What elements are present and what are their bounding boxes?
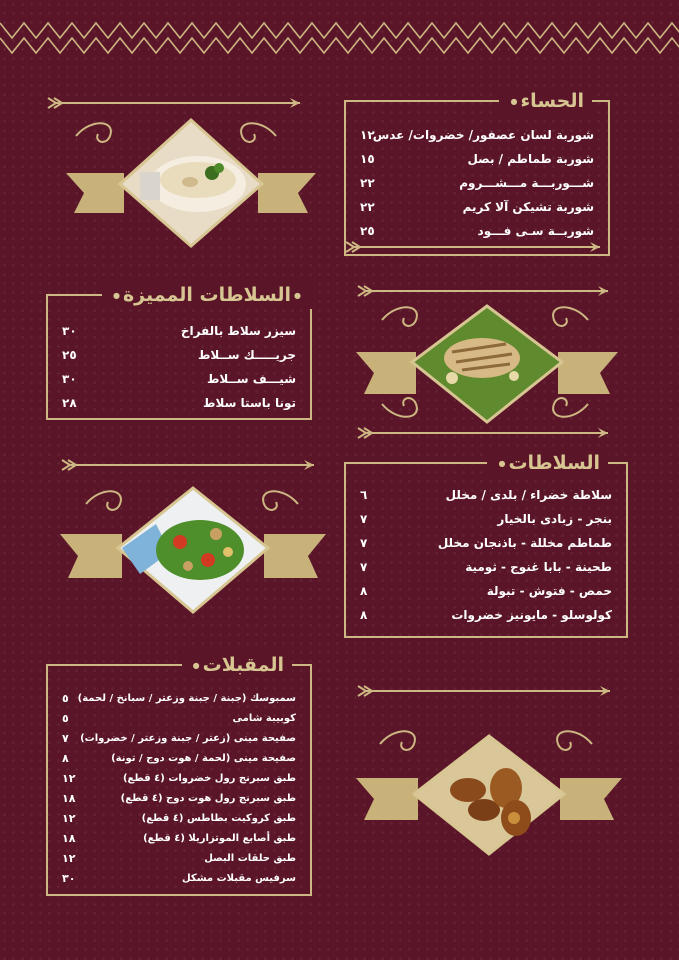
list-item xyxy=(48,848,310,870)
item-name: شوربــة سـى فـــود xyxy=(477,224,594,238)
item-price: ٣٠ xyxy=(62,372,77,386)
list-item xyxy=(346,124,608,146)
list-item xyxy=(48,368,310,390)
list-item xyxy=(346,532,626,554)
dot-ornament: ● xyxy=(294,290,301,300)
item-price: ٢٢ xyxy=(360,200,375,214)
list-item xyxy=(48,708,310,730)
section-title xyxy=(487,450,608,477)
list-item xyxy=(48,728,310,750)
salads-title: السلاطات xyxy=(508,452,600,474)
item-price: ٧ xyxy=(62,732,69,745)
section-title xyxy=(102,282,312,309)
item-name: طبق سبرنج رول خضروات (٤ قطع) xyxy=(122,773,296,784)
appetizers-section xyxy=(46,654,312,896)
list-item xyxy=(346,508,626,530)
list-item xyxy=(346,172,608,194)
item-price: ٣٠ xyxy=(62,324,77,338)
item-price: ٥ xyxy=(62,692,69,705)
item-name: شوربة تشيكن آلا كريم xyxy=(462,200,594,214)
item-name: سمبوسك (جبنة / جبنة وزعتر / سبانخ / لحمة) xyxy=(77,693,296,704)
flourish-ornament xyxy=(372,396,598,424)
section-title xyxy=(499,88,592,115)
list-item xyxy=(346,148,608,170)
soup-photo xyxy=(66,118,316,248)
salads-section xyxy=(344,452,628,638)
list-item xyxy=(48,828,310,850)
item-name: شيـــف ســلاط xyxy=(206,372,296,386)
arrow-divider xyxy=(46,96,310,110)
item-name: طبق حلقات البصل xyxy=(204,853,296,864)
item-price: ٨ xyxy=(360,608,368,622)
item-name: شـــوربـــة مـــشـــروم xyxy=(459,176,594,190)
item-price: ١٥ xyxy=(360,152,375,166)
item-name: طماطم مخللة - باذنجان مخلل xyxy=(437,536,612,550)
list-item xyxy=(346,556,626,578)
list-item xyxy=(48,748,310,770)
item-name: سلاطة خضراء / بلدى / مخلل xyxy=(445,488,612,502)
dot-ornament: ● xyxy=(192,660,200,670)
arrow-divider xyxy=(356,426,618,440)
dot-ornament: ● xyxy=(112,290,120,300)
item-price: ٢٥ xyxy=(62,348,77,362)
item-name: سيزر سلاط بالفراخ xyxy=(180,324,296,338)
list-item xyxy=(48,344,310,366)
arrow-divider xyxy=(356,684,620,698)
item-price: ٢٥ xyxy=(360,224,375,238)
list-item xyxy=(346,580,626,602)
item-price: ٥ xyxy=(62,712,69,725)
list-item xyxy=(346,604,626,626)
item-name: طبق سبرنج رول هوت دوج (٤ قطع) xyxy=(120,793,296,804)
list-item xyxy=(48,808,310,830)
item-name: صفيحة مينى (زعتر / جبنة وزعتر / خضروات) xyxy=(80,733,296,744)
item-name: شوربة طماطم / بصل xyxy=(467,152,594,166)
item-price: ٢٢ xyxy=(360,176,375,190)
item-name: طبق كروكيت بطاطس (٤ قطع) xyxy=(141,813,296,824)
list-item xyxy=(346,220,608,242)
item-price: ١٢ xyxy=(360,128,375,142)
item-name: سرفيس مقبلات مشكل xyxy=(181,873,296,884)
arrow-divider xyxy=(356,284,618,298)
appetizers-title: المقبلات xyxy=(202,654,284,676)
fattoush-salad-photo xyxy=(60,486,326,616)
item-price: ٨ xyxy=(62,752,69,765)
section-title xyxy=(182,652,292,679)
list-item xyxy=(346,196,608,218)
kibbeh-photo xyxy=(356,734,622,858)
soups-section xyxy=(344,90,610,256)
item-price: ١٨ xyxy=(62,792,76,805)
item-name: كولوسلو - مايونيز خضروات xyxy=(451,608,612,622)
item-name: جريـــــك ســلاط xyxy=(197,348,296,362)
list-item xyxy=(48,392,310,414)
item-price: ١٢ xyxy=(62,852,76,865)
item-price: ١٨ xyxy=(62,832,76,845)
item-name: طبق أصابع الموتزاريلا (٤ قطع) xyxy=(143,833,296,844)
item-price: ٣٠ xyxy=(62,872,76,885)
signature-salads-section xyxy=(46,284,312,420)
list-item xyxy=(48,788,310,810)
item-price: ٢٨ xyxy=(62,396,77,410)
item-name: صفيحة مينى (لحمة / هوت دوج / تونة) xyxy=(111,753,296,764)
list-item xyxy=(346,484,626,506)
list-item xyxy=(48,688,310,710)
arrow-divider xyxy=(60,458,324,472)
item-price: ٧ xyxy=(360,560,368,574)
list-item xyxy=(48,320,310,342)
arrow-divider xyxy=(344,240,610,254)
list-item xyxy=(48,868,310,890)
dot-ornament: ● xyxy=(498,458,506,468)
item-name: شوربة لسان عصفور/ خضروات/ عدس xyxy=(372,128,594,142)
item-name: حمص - فتوش - تبولة xyxy=(486,584,612,598)
item-price: ٦ xyxy=(360,488,368,502)
dot-ornament: ● xyxy=(510,96,518,106)
soups-title: الحساء xyxy=(520,90,584,112)
item-price: ٧ xyxy=(360,512,368,526)
zigzag-border xyxy=(0,18,679,58)
item-name: كوبيبة شامى xyxy=(232,713,296,724)
item-price: ٨ xyxy=(360,584,368,598)
item-name: تونا باستا سلاط xyxy=(203,396,296,410)
item-price: ١٢ xyxy=(62,772,76,785)
signature-salads-title: السلاطات المميزة xyxy=(122,284,292,306)
item-name: بنجر - زبادى بالخيار xyxy=(497,512,612,526)
list-item xyxy=(48,768,310,790)
item-price: ١٢ xyxy=(62,812,76,825)
item-name: طحينة - بابا غنوج - ثومية xyxy=(465,560,612,574)
item-price: ٧ xyxy=(360,536,368,550)
